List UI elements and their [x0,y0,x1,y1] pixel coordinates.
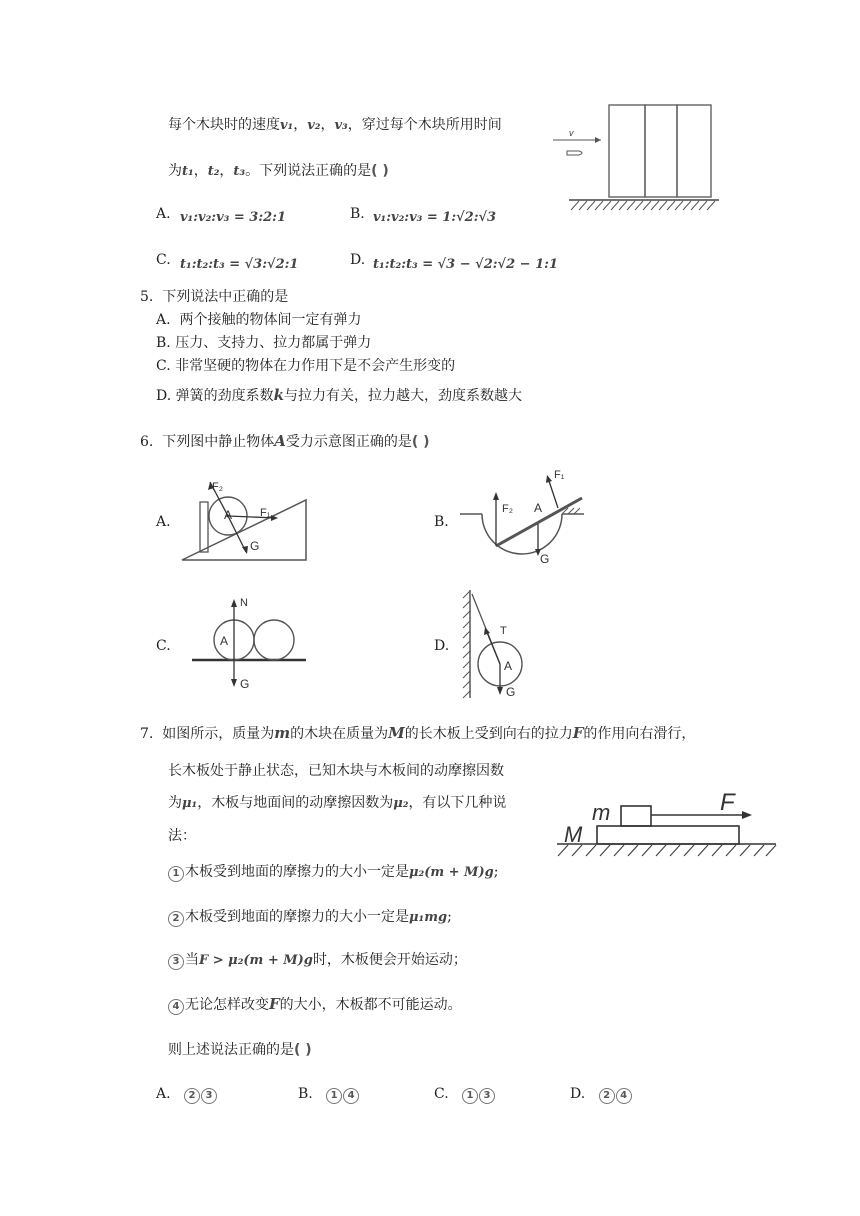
q6-option-b[interactable]: B. [434,514,449,530]
q7-statement-2: 2 木板受到地面的摩擦力的大小一定是μ₁mg; [168,908,452,927]
svg-text:F₁: F₁ [260,507,271,519]
q7-option-b[interactable]: B. 1 4 [298,1085,360,1104]
q7-statement-3: 3 当F > μ₂(m + M)g时，木板便会开始运动； [168,951,467,970]
q6-fig-a [180,474,310,566]
q6-option-d[interactable]: D. [434,638,450,654]
answer-paren: ( ) [411,434,430,450]
q4-option-a-text: v₁:v₂:v₃ = 3:2:1 [180,210,287,225]
svg-text:A: A [220,634,229,648]
q7-stem: 7. 如图所示，质量为m的木块在质量为M的长木板上受到向右的拉力F的作用向右滑行， [140,724,696,742]
q4-line1: 每个木块时的速度v₁，v₂，v₃，穿过每个木块所用时间 [168,117,502,133]
svg-text:A: A [504,659,513,673]
small-block [621,806,651,826]
q4-option-a[interactable]: A. [156,206,171,222]
ground-hatch [571,201,715,210]
q5-stem: 5. 下列说法中正确的是 [140,289,289,305]
velocity-label: v [569,128,574,138]
svg-text:G: G [250,539,260,553]
q7-option-c[interactable]: C. 1 3 [434,1085,496,1104]
q6-option-c[interactable]: C. [156,638,171,654]
svg-text:G: G [240,677,250,691]
answer-paren: ( ) [371,163,389,179]
q7-line4: 法： [168,828,196,844]
q7-option-d[interactable]: D. 2 4 [570,1085,633,1104]
q7-statement-1: 1 木板受到地面的摩擦力的大小一定是μ₂(m + M)g; [168,863,498,882]
circled-number: 2 [168,911,184,927]
wall-block [200,502,208,552]
svg-text:N: N [240,597,248,609]
circled-number: 3 [168,954,184,970]
q4-line2: 为t₁，t₂，t₃。下列说法正确的是( ) [168,163,389,179]
svg-text:G: G [506,685,516,699]
svg-text:F₂: F₂ [502,503,513,515]
block-2 [645,105,677,197]
q7-line3: 为μ₁，木板与地面间的动摩擦因数为μ₂，有以下几种说 [168,795,507,811]
q4-option-b-text: v₁:v₂:v₃ = 1:√2:√3 [373,210,497,225]
bullet [567,151,582,155]
q7-conclusion: 则上述说法正确的是( ) [168,1042,312,1058]
bowl [482,514,562,554]
answer-paren: ( ) [294,1042,312,1058]
svg-text:M: M [564,822,583,847]
ground-hatch [558,845,776,856]
svg-text:F₂: F₂ [212,481,223,493]
q6-fig-d [460,588,540,700]
q6-fig-b [458,464,588,566]
svg-text:F: F [720,789,735,816]
svg-text:G: G [540,552,550,566]
q6-fig-c [190,592,308,692]
q4-option-b[interactable]: B. [350,206,365,222]
long-board [597,826,739,844]
svg-text:A: A [534,501,543,515]
ball-b [254,620,294,660]
q7-board-figure [554,786,780,862]
q4-option-d[interactable]: D. [350,252,366,268]
circled-number: 1 [168,866,184,882]
q4-option-d-text: t₁:t₂:t₃ = √3 − √2:√2 − 1:1 [373,257,558,272]
q5-option-c[interactable]: C. 非常坚硬的物体在力作用下是不会产生形变的 [156,358,456,374]
block-3 [677,105,711,197]
q6-stem: 6. 下列图中静止物体A受力示意图正确的是( ) [140,432,430,450]
svg-text:T: T [500,625,507,637]
svg-text:A: A [224,508,233,522]
svg-text:m: m [592,800,611,825]
q7-line2: 长木板处于静止状态，已知木块与木板间的动摩擦因数 [168,763,504,779]
q7-statement-4: 4 无论怎样改变F的大小，木板都不可能运动。 [168,995,462,1015]
q4-option-c-text: t₁:t₂:t₃ = √3:√2:1 [180,257,299,272]
svg-text:F₁: F₁ [554,469,565,481]
block-1 [609,105,645,197]
q5-option-d[interactable]: D. 弹簧的劲度系数k与拉力有关，拉力越大，劲度系数越大 [156,386,523,404]
q6-option-a[interactable]: A. [156,514,171,530]
q4-blocks-figure [545,104,730,214]
q5-option-b[interactable]: B. 压力、支持力、拉力都属于弹力 [156,335,372,351]
q5-option-a[interactable]: A. 两个接触的物体间一定有弹力 [156,312,362,328]
q4-option-c[interactable]: C. [156,252,171,268]
q7-option-a[interactable]: A. 2 3 [156,1085,218,1104]
circled-number: 4 [168,999,184,1015]
